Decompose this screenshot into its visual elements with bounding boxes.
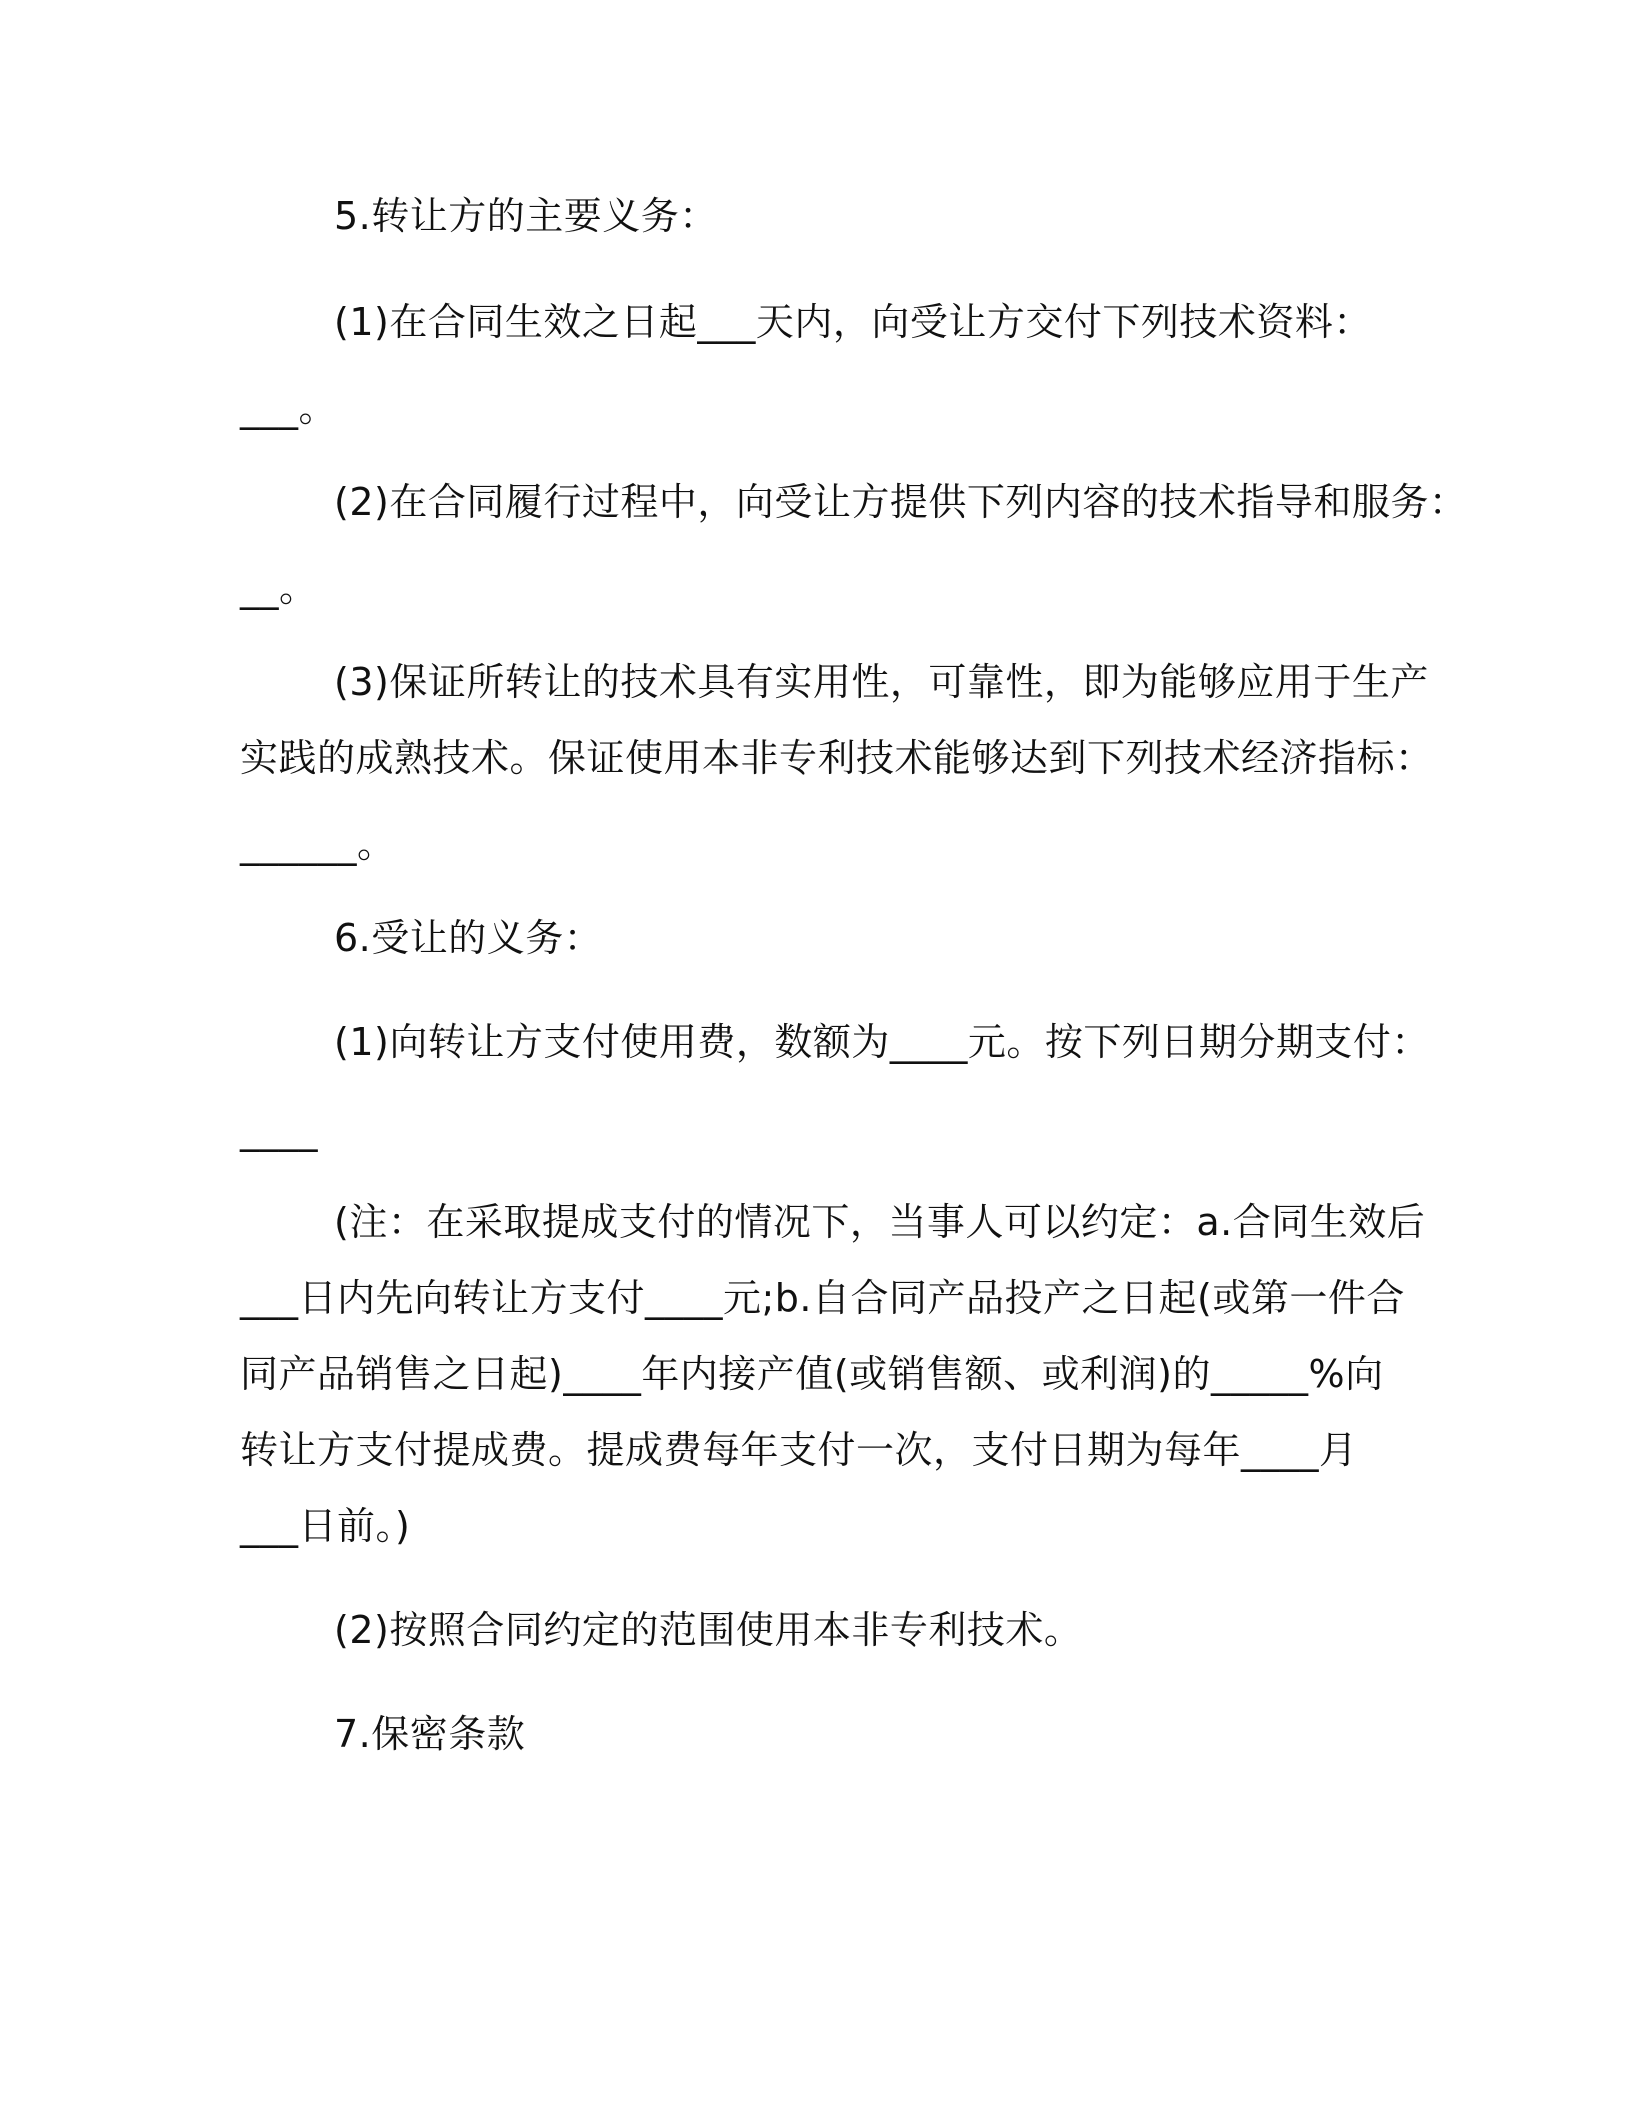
paragraph-line: ______。 (240, 822, 396, 866)
paragraph-line: __。 (240, 566, 318, 610)
paragraph-line: (2)按照合同约定的范围使用本非专利技术。 (334, 1608, 1083, 1652)
paragraph-line: 实践的成熟技术。保证使用本非专利技术能够达到下列技术经济指标： (240, 736, 1434, 780)
section-5-heading: 5.转让方的主要义务： (334, 194, 718, 238)
paragraph-line: 同产品销售之日起)____年内接产值(或销售额、或利润)的_____%向 (240, 1352, 1384, 1396)
paragraph-line: (2)在合同履行过程中，向受让方提供下列内容的技术指导和服务： (334, 480, 1468, 524)
paragraph-line: (注：在采取提成支付的情况下，当事人可以约定：a.合同生效后 (334, 1200, 1426, 1244)
paragraph-line: 转让方支付提成费。提成费每年支付一次，支付日期为每年____月 (240, 1428, 1358, 1472)
paragraph-line: ____ (240, 1108, 318, 1152)
paragraph-line: ___日内先向转让方支付____元;b.自合同产品投产之日起(或第一件合 (240, 1276, 1405, 1320)
paragraph-line: (3)保证所转让的技术具有实用性，可靠性，即为能够应用于生产 (334, 660, 1429, 704)
paragraph-line: ___日前。) (240, 1504, 411, 1548)
section-6-heading: 6.受让的义务： (334, 916, 603, 960)
section-7-heading: 7.保密条款 (334, 1712, 526, 1756)
paragraph-line: ___。 (240, 386, 338, 430)
paragraph-line: (1)在合同生效之日起___天内，向受让方交付下列技术资料： (334, 300, 1372, 344)
paragraph-line: (1)向转让方支付使用费，数额为____元。按下列日期分期支付： (334, 1020, 1430, 1064)
